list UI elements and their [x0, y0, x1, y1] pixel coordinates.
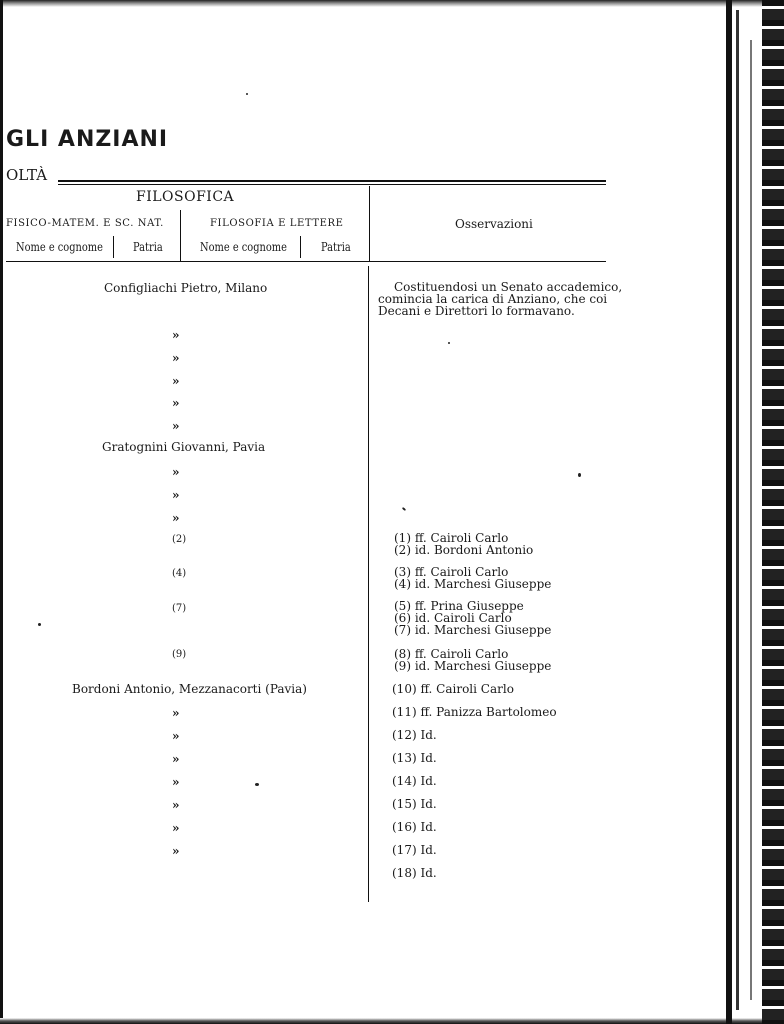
- table-row: »: [172, 465, 180, 479]
- footnote: (5) ff. Prina Giuseppe: [394, 599, 524, 613]
- observations-divider: [368, 266, 369, 902]
- footnote: (16) Id.: [392, 820, 437, 834]
- ink-speck: [38, 623, 41, 626]
- table-row: »: [172, 351, 180, 365]
- table-row: »: [172, 488, 180, 502]
- table-row: »: [172, 511, 180, 525]
- observation-text: Decani e Direttori lo formavano.: [378, 304, 575, 318]
- table-row: »: [172, 419, 180, 433]
- column-divider: [369, 186, 370, 262]
- page-bottom-edge: [0, 1018, 784, 1024]
- footnote: (12) Id.: [392, 728, 437, 742]
- table-row: (9): [172, 649, 187, 660]
- table-row: »: [172, 374, 180, 388]
- table-row: (4): [172, 568, 187, 579]
- book-binding: [688, 0, 784, 1024]
- binding-strip: [750, 40, 752, 1000]
- faculty-name: FILOSOFICA: [136, 189, 235, 205]
- binding-strip: [762, 0, 784, 1024]
- table-row: »: [172, 821, 180, 835]
- footnote: (3) ff. Cairoli Carlo: [394, 565, 509, 579]
- column-divider: [180, 210, 181, 262]
- column-header-patria: Patria: [321, 240, 351, 254]
- table-row: Bordoni Antonio, Mezzanacorti (Pavia): [72, 682, 307, 696]
- header-rule: [58, 184, 606, 185]
- page-top-edge: [0, 0, 784, 7]
- table-row: »: [172, 729, 180, 743]
- ink-speck: [402, 507, 406, 511]
- observation-text: comincia la carica di Anziano, che coi: [378, 292, 608, 306]
- column-divider: [300, 236, 301, 258]
- table-row: »: [172, 396, 180, 410]
- column-header-nome: Nome e cognome: [200, 240, 287, 254]
- column-header-osservazioni: Osservazioni: [455, 217, 533, 231]
- footnote: (8) ff. Cairoli Carlo: [394, 647, 509, 661]
- ink-speck: [255, 783, 259, 786]
- table-row: »: [172, 798, 180, 812]
- section-filosofia-lettere: FILOSOFIA E LETTERE: [210, 218, 344, 229]
- binding-strip: [736, 10, 739, 1010]
- footnote: (13) Id.: [392, 751, 437, 765]
- footnote: (15) Id.: [392, 797, 437, 811]
- table-row: »: [172, 752, 180, 766]
- observation-text: Costituendosi un Senato accademico,: [394, 280, 623, 294]
- footnote: (6) id. Cairoli Carlo: [394, 611, 512, 625]
- footnote: (7) id. Marchesi Giuseppe: [394, 623, 552, 637]
- column-header-nome: Nome e cognome: [16, 240, 103, 254]
- table-row: Gratognini Giovanni, Pavia: [102, 440, 266, 454]
- ink-speck: [578, 473, 581, 477]
- table-row: (7): [172, 603, 187, 614]
- faculty-label: OLTÀ: [6, 166, 48, 184]
- footnote: (18) Id.: [392, 866, 437, 880]
- header-bottom-rule: [6, 261, 606, 262]
- footnote: (2) id. Bordoni Antonio: [394, 543, 534, 557]
- page-title: GLI ANZIANI: [6, 127, 169, 152]
- footnote: (11) ff. Panizza Bartolomeo: [392, 705, 557, 719]
- footnote: (9) id. Marchesi Giuseppe: [394, 659, 552, 673]
- page-left-edge: [0, 0, 3, 1024]
- ink-speck: [246, 93, 248, 95]
- table-row: (2): [172, 534, 187, 545]
- table-row: »: [172, 328, 180, 342]
- header-rule: [58, 180, 606, 182]
- footnote: (10) ff. Cairoli Carlo: [392, 682, 514, 696]
- table-row: Configliachi Pietro, Milano: [104, 281, 268, 295]
- column-divider: [113, 236, 114, 258]
- table-row: »: [172, 706, 180, 720]
- table-row: »: [172, 775, 180, 789]
- ink-speck: [448, 342, 450, 344]
- footnote: (14) Id.: [392, 774, 437, 788]
- table-row: »: [172, 844, 180, 858]
- binding-strip: [726, 0, 732, 1024]
- footnote: (4) id. Marchesi Giuseppe: [394, 577, 552, 591]
- section-fisico-matem: FISICO-MATEM. E SC. NAT.: [6, 218, 164, 229]
- footnote: (17) Id.: [392, 843, 437, 857]
- column-header-patria: Patria: [133, 240, 163, 254]
- footnote: (1) ff. Cairoli Carlo: [394, 531, 509, 545]
